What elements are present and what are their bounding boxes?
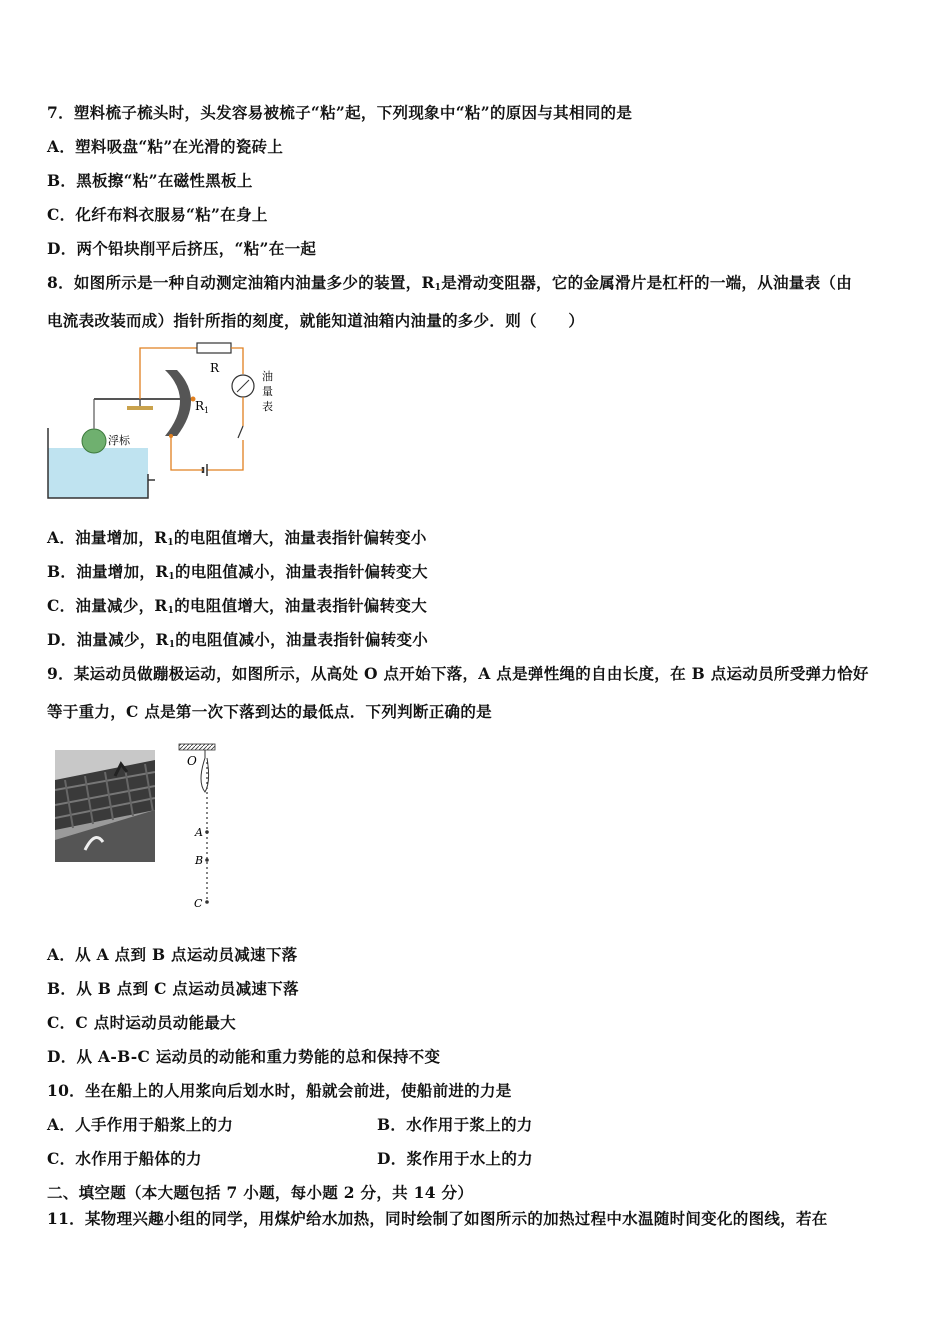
q8-option-b: B．油量增加，$R_1$的电阻值减小，油量表指针偏转变大 (47, 562, 428, 582)
bungee-photo (55, 750, 155, 862)
q9-option-a: A．从 A 点到 B 点运动员减速下落 (47, 945, 298, 964)
q7-option-b: B．黑板擦“粘”在磁性黑板上 (47, 171, 253, 190)
label-meter-3: 表 (262, 400, 273, 413)
q9-stem-line1: 9．某运动员做蹦极运动，如图所示，从高处 O 点开始下落，A 点是弹性绳的自由长度，在 B 点运动员所受弹力恰好 (47, 664, 869, 683)
q10-option-d: D．浆作用于水上的力 (377, 1149, 533, 1168)
oil-gauge-figure (45, 340, 295, 502)
q9-option-b: B．从 B 点到 C 点运动员减速下落 (47, 979, 299, 998)
q9-option-c: C．C 点时运动员动能最大 (47, 1013, 236, 1032)
q8-option-a: A．油量增加，$R_1$的电阻值增大，油量表指针偏转变小 (47, 528, 427, 548)
rheostat-r1 (165, 370, 191, 436)
q7-option-c: C．化纤布料衣服易“粘”在身上 (47, 205, 268, 224)
label-r1: $R_1$ (195, 399, 210, 415)
q10-option-c: C．水作用于船体的力 (47, 1149, 202, 1168)
q10-stem: 10．坐在船上的人用浆向后划水时，船就会前进，使船前进的力是 (47, 1081, 512, 1100)
label-r: R (210, 361, 220, 375)
q10-option-a: A．人手作用于船浆上的力 (47, 1115, 234, 1134)
q8-option-c: C．油量减少，$R_1$的电阻值增大，油量表指针偏转变大 (47, 596, 427, 616)
q9-option-d: D．从 A-B-C 运动员的动能和重力势能的总和保持不变 (47, 1047, 441, 1066)
q7-option-a: A．塑料吸盘“粘”在光滑的瓷砖上 (47, 137, 284, 156)
label-a: A (195, 826, 203, 839)
float-ball (82, 429, 106, 453)
q10-option-b: B．水作用于浆上的力 (377, 1115, 533, 1134)
label-c: C (194, 897, 203, 910)
q9-stem-line2: 等于重力，C 点是第一次下落到达的最低点．下列判断正确的是 (47, 702, 492, 721)
section-heading: 二、填空题（本大题包括 7 小题，每小题 2 分，共 14 分） (47, 1183, 474, 1202)
label-float: 浮标 (108, 434, 130, 447)
switch (238, 426, 243, 438)
q11-stem: 11．某物理兴趣小组的同学，用煤炉给水加热，同时绘制了如图所示的加热过程中水温随时间变化的图线，若在 (47, 1209, 828, 1228)
q8-stem-line1: 8．如图所示是一种自动测定油箱内油量多少的装置，$R_1$是滑动变阻器，它的金属滑片是杠杆的一端，从油量表（由 (47, 273, 853, 293)
label-meter-1: 油 (262, 370, 273, 383)
resistor-r (197, 343, 231, 353)
oil-tank-liquid (48, 448, 148, 498)
bungee-diagram (175, 742, 225, 914)
q7-option-d: D．两个铅块削平后挤压，“粘”在一起 (47, 239, 317, 258)
pivot (127, 406, 153, 410)
label-meter-2: 量 (262, 385, 273, 398)
label-b: B (195, 854, 204, 867)
q8-option-d: D．油量减少，$R_1$的电阻值减小，油量表指针偏转变小 (47, 630, 429, 650)
q8-stem-line2: 电流表改装而成）指针所指的刻度，就能知道油箱内油量的多少．则（ ） (47, 311, 585, 330)
label-o: O (187, 754, 197, 768)
q7-stem: 7．塑料梳子梳头时，头发容易被梳子“粘”起，下列现象中“粘”的原因与其相同的是 (47, 103, 633, 122)
